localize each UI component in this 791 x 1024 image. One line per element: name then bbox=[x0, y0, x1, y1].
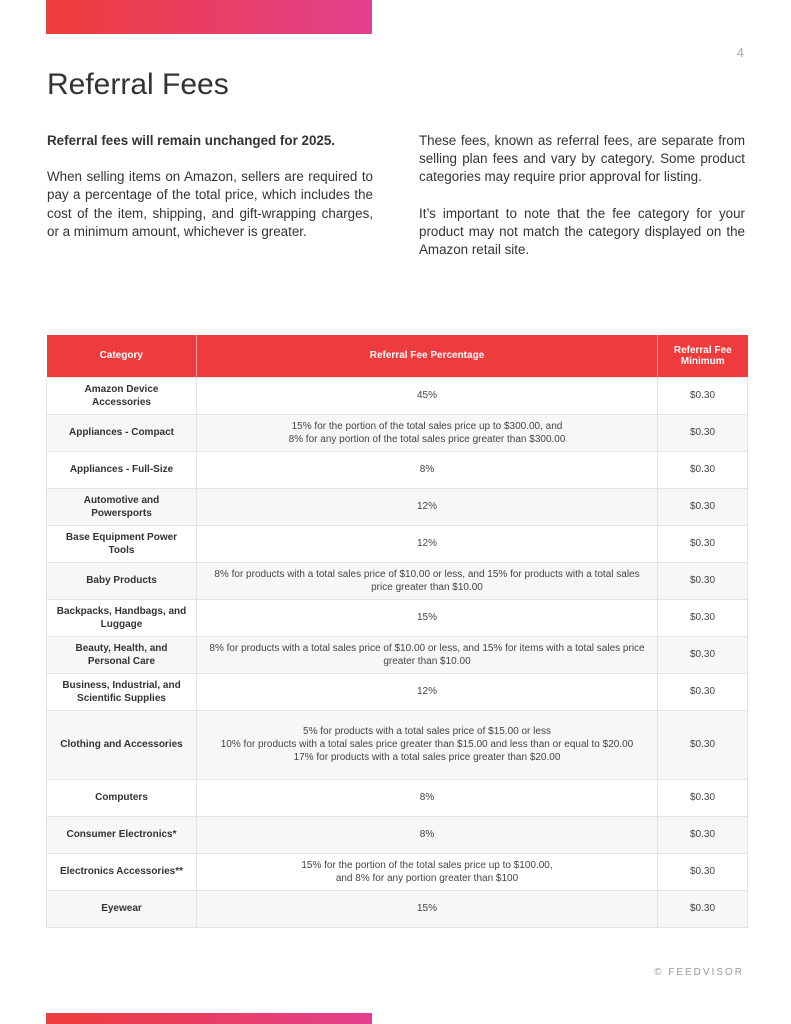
right-paragraph: These fees, known as referral fees, are separate from selling plan fees and vary by category. Some product categories may require prior approval for listing. bbox=[419, 133, 745, 185]
percentage-cell bbox=[197, 710, 658, 779]
footer-copyright: © FEEDVISOR bbox=[654, 967, 744, 978]
category-cell: Base Equipment Power Tools bbox=[47, 525, 197, 562]
category-cell: Appliances - Full-Size bbox=[47, 451, 197, 488]
percentage-line: 8% for products with a total sales price of $10.00 or less, and 15% for items with a total sales price greater than $10.00 bbox=[209, 642, 645, 667]
percentage-line: 45% bbox=[416, 390, 437, 401]
minimum-cell: $0.30 bbox=[658, 562, 748, 599]
left-heading: Referral fees will remain unchanged for 2025. bbox=[47, 133, 336, 148]
category-cell: Consumer Electronics* bbox=[47, 816, 197, 853]
minimum-cell: $0.30 bbox=[658, 636, 748, 673]
top-accent-bar bbox=[46, 0, 372, 34]
percentage-line: 10% for products with a total sales price greater than $15.00 and less than or equal to $20.00 bbox=[220, 739, 634, 750]
minimum-cell: $0.30 bbox=[658, 853, 748, 890]
percentage-line: 12% bbox=[416, 686, 437, 697]
percentage-cell bbox=[197, 488, 658, 525]
minimum-cell: $0.30 bbox=[658, 377, 748, 414]
category-cell: Clothing and Accessories bbox=[47, 710, 197, 779]
percentage-line: 8% for any portion of the total sales price greater than $300.00 bbox=[288, 433, 566, 445]
minimum-cell: $0.30 bbox=[658, 890, 748, 927]
minimum-cell: $0.30 bbox=[658, 673, 748, 710]
minimum-cell: $0.30 bbox=[658, 451, 748, 488]
percentage-line: 5% for products with a total sales price of $15.00 or less bbox=[303, 726, 551, 737]
right-paragraph: It’s important to note that the fee category for your product may not match the category displayed on the Amazon retail site. bbox=[419, 205, 745, 258]
category-cell: Backpacks, Handbags, and Luggage bbox=[47, 599, 197, 636]
percentage-cell bbox=[197, 636, 658, 673]
category-cell: Baby Products bbox=[47, 562, 197, 599]
table-row bbox=[47, 673, 748, 710]
percentage-cell bbox=[197, 816, 658, 853]
table-row bbox=[47, 853, 748, 890]
percentage-line: 17% for products with a total sales price greater than $20.00 bbox=[293, 752, 561, 763]
percentage-line: 8% bbox=[419, 829, 435, 840]
category-cell: Beauty, Health, and Personal Care bbox=[47, 636, 197, 673]
minimum-cell: $0.30 bbox=[658, 816, 748, 853]
minimum-cell: $0.30 bbox=[658, 525, 748, 562]
percentage-line: 8% bbox=[419, 464, 435, 475]
header-category: Category bbox=[47, 335, 197, 377]
table-row bbox=[47, 599, 748, 636]
percentage-cell bbox=[197, 414, 658, 451]
table-row bbox=[47, 414, 748, 451]
percentage-line: 8% bbox=[419, 792, 435, 803]
percentage-cell bbox=[197, 525, 658, 562]
percentage-line: 8% for products with a total sales price of $10.00 or less, and 15% for products with a total sales price greater than $10.00 bbox=[214, 568, 640, 593]
category-cell: Business, Industrial, and Scientific Supplies bbox=[47, 673, 197, 710]
table-row bbox=[47, 710, 748, 779]
category-cell: Appliances - Compact bbox=[47, 414, 197, 451]
table-row bbox=[47, 488, 748, 525]
table-row bbox=[47, 779, 748, 816]
percentage-cell bbox=[197, 853, 658, 890]
minimum-cell: $0.30 bbox=[658, 414, 748, 451]
page-number: 4 bbox=[736, 45, 744, 60]
bottom-accent-bar bbox=[46, 1013, 372, 1024]
minimum-cell: $0.30 bbox=[658, 779, 748, 816]
referral-fee-table bbox=[46, 335, 748, 928]
table-row bbox=[47, 816, 748, 853]
table-row bbox=[47, 636, 748, 673]
table-row bbox=[47, 562, 748, 599]
percentage-cell bbox=[197, 599, 658, 636]
percentage-cell bbox=[197, 562, 658, 599]
right-column bbox=[419, 132, 745, 277]
percentage-line: and 8% for any portion greater than $100 bbox=[335, 872, 519, 884]
page-title: Referral Fees bbox=[47, 68, 229, 101]
category-cell: Automotive and Powersports bbox=[47, 488, 197, 525]
minimum-cell: $0.30 bbox=[658, 488, 748, 525]
percentage-cell bbox=[197, 451, 658, 488]
left-paragraph: When selling items on Amazon, sellers are required to pay a percentage of the total price, which includes the cost of the item, shipping, and gift-wrapping charges, or a minimum amount, whichever is greater. bbox=[47, 169, 373, 239]
percentage-cell bbox=[197, 779, 658, 816]
header-minimum: Referral Fee Minimum bbox=[658, 335, 748, 377]
percentage-line: 15% bbox=[416, 903, 437, 914]
category-cell: Computers bbox=[47, 779, 197, 816]
percentage-cell bbox=[197, 890, 658, 927]
percentage-line: 15% for the portion of the total sales price up to $300.00, and bbox=[291, 420, 563, 432]
percentage-line: 12% bbox=[416, 538, 437, 549]
header-percentage: Referral Fee Percentage bbox=[197, 335, 658, 377]
minimum-cell: $0.30 bbox=[658, 599, 748, 636]
percentage-cell bbox=[197, 673, 658, 710]
category-cell: Electronics Accessories** bbox=[47, 853, 197, 890]
table-row bbox=[47, 525, 748, 562]
percentage-line: 15% bbox=[416, 612, 437, 623]
percentage-line: 15% for the portion of the total sales price up to $100.00, bbox=[301, 859, 553, 871]
table-row bbox=[47, 377, 748, 414]
table-row bbox=[47, 451, 748, 488]
percentage-cell bbox=[197, 377, 658, 414]
category-cell: Amazon Device Accessories bbox=[47, 377, 197, 414]
minimum-cell: $0.30 bbox=[658, 710, 748, 779]
percentage-line: 12% bbox=[416, 501, 437, 512]
table-row bbox=[47, 890, 748, 927]
left-column bbox=[47, 132, 373, 259]
category-cell: Eyewear bbox=[47, 890, 197, 927]
